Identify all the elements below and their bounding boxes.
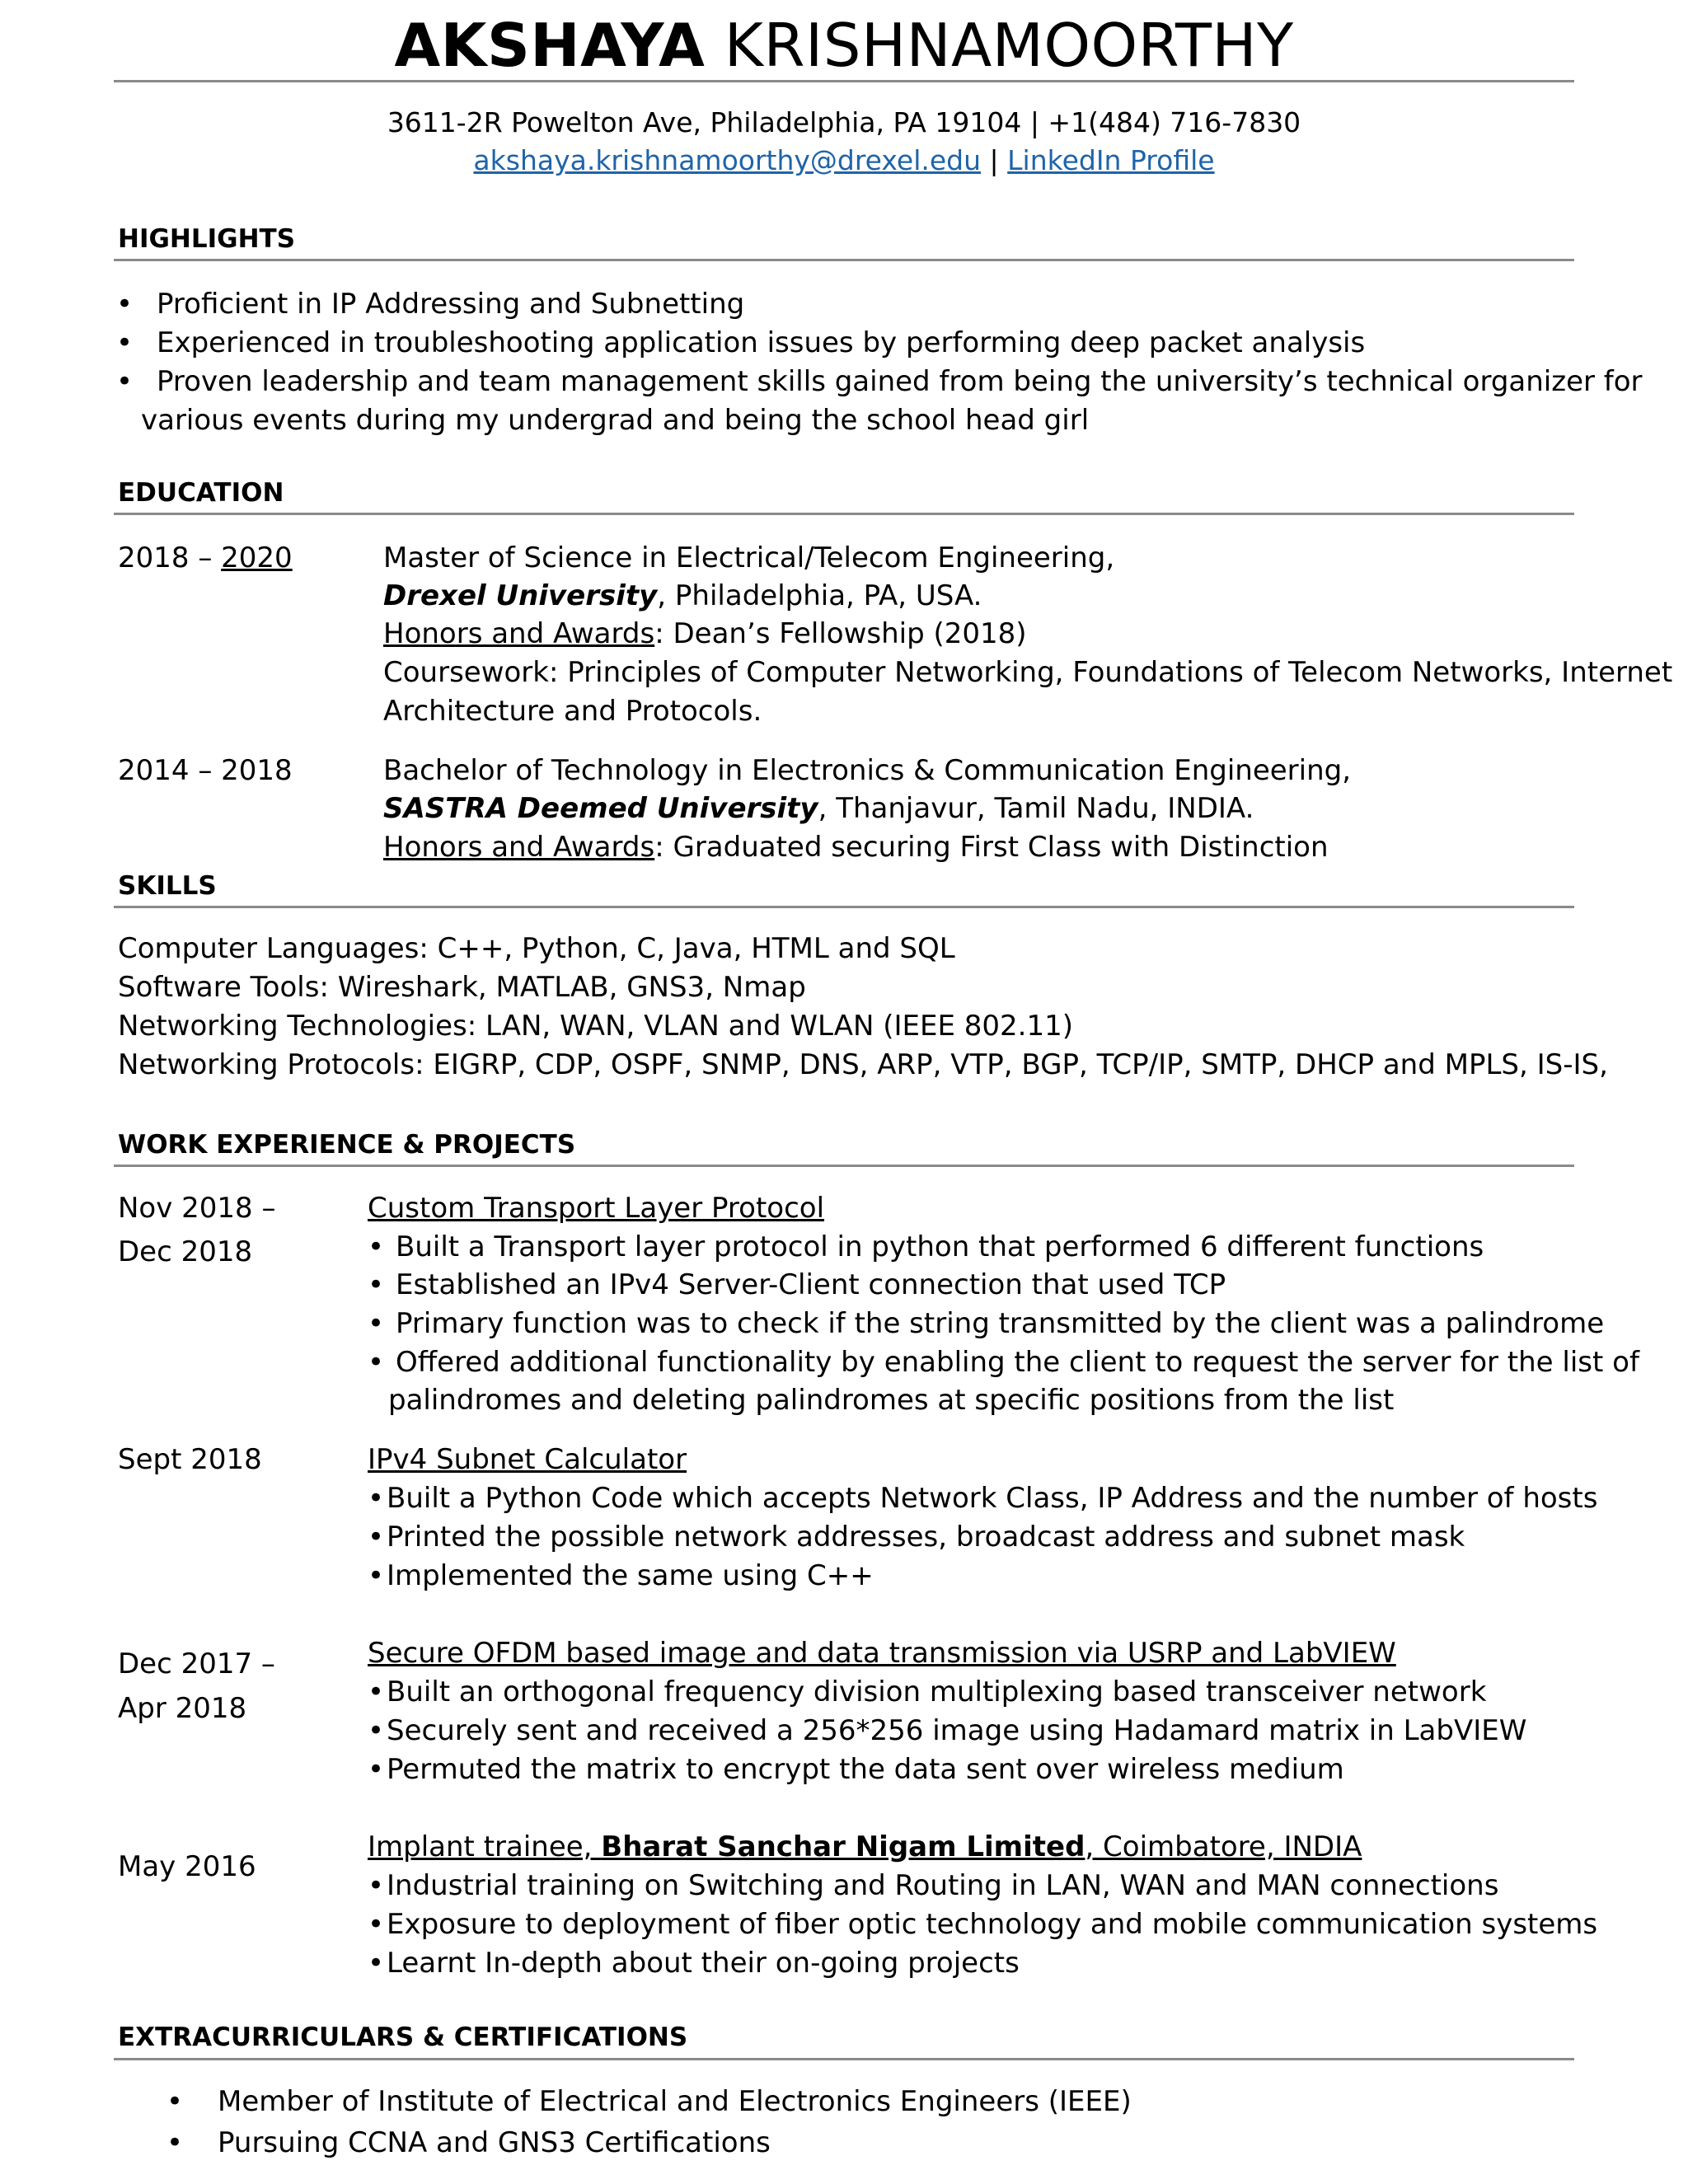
bullet: •: [368, 1307, 385, 1340]
bullet: •: [368, 1675, 385, 1708]
school-line: [383, 577, 982, 615]
bullet: •: [166, 2085, 184, 2118]
bullet: •: [368, 1346, 385, 1379]
project-bullet: Securely sent and received a 256*256 image using Hadamard matrix in LabVIEW: [387, 1714, 1527, 1747]
extracurricular-item: Member of Institute of Electrical and Electronics Engineers (IEEE): [218, 2085, 1132, 2118]
bullet: •: [368, 1482, 385, 1515]
bullet: •: [368, 1753, 385, 1786]
coursework-continuation: Architecture and Protocols.: [383, 695, 762, 728]
project-bullet: Built a Transport layer protocol in python that performed 6 different functions: [396, 1230, 1484, 1263]
date-start: 2018 –: [118, 541, 222, 574]
bullet: •: [116, 326, 134, 359]
project-bullet-continuation: palindromes and deleting palindromes at specific positions from the list: [388, 1384, 1395, 1417]
linkedin-link[interactable]: LinkedIn Profile: [1007, 144, 1215, 176]
honors-text: : Graduated securing First Class with Distinction: [654, 831, 1329, 864]
skills-line: Networking Protocols: EIGRP, CDP, OSPF, SNMP, DNS, ARP, VTP, BGP, TCP/IP, SMTP, DHCP and MPLS, IS-IS,: [118, 1048, 1608, 1081]
project-bullet: Industrial training on Switching and Routing in LAN, WAN and MAN connections: [387, 1869, 1499, 1902]
project-date: May 2016: [118, 1850, 256, 1883]
school-name: Drexel University: [383, 579, 658, 612]
project-bullet: Implemented the same using C++: [387, 1559, 874, 1592]
bullet: •: [116, 365, 134, 398]
project-bullet: Permuted the matrix to encrypt the data sent over wireless medium: [387, 1753, 1344, 1786]
highlight-item: Proven leadership and team management skills gained from being the university’s technical organizer for: [157, 365, 1643, 398]
project-title: Secure OFDM based image and data transmission via USRP and LabVIEW: [368, 1637, 1396, 1670]
extracurriculars-divider: [114, 2058, 1574, 2060]
contact-links: [0, 142, 1688, 180]
bullet: •: [368, 1947, 385, 1980]
school-location: , Philadelphia, PA, USA.: [657, 579, 982, 612]
highlights-divider: [114, 259, 1574, 261]
project-date: Nov 2018 –: [118, 1192, 276, 1225]
candidate-name: [0, 8, 1688, 82]
bullet: •: [166, 2126, 184, 2159]
project-date: Apr 2018: [118, 1692, 247, 1725]
project-bullet: Established an IPv4 Server-Client connection that used TCP: [396, 1268, 1226, 1301]
project-date: Sept 2018: [118, 1443, 262, 1476]
first-name: AKSHAYA: [394, 11, 706, 80]
highlights-title: HIGHLIGHTS: [118, 224, 296, 254]
bullet: •: [368, 1230, 385, 1263]
honors-text: : Dean’s Fellowship (2018): [654, 617, 1027, 650]
project-bullet: Printed the possible network addresses, broadcast address and subnet mask: [387, 1521, 1465, 1554]
work-title: WORK EXPERIENCE & PROJECTS: [118, 1130, 576, 1160]
skills-line: Computer Languages: C++, Python, C, Java, HTML and SQL: [118, 932, 955, 965]
project-title: Custom Transport Layer Protocol: [368, 1192, 825, 1225]
contact-separator: |: [989, 144, 999, 176]
title-suffix: , Coimbatore, INDIA: [1085, 1830, 1362, 1863]
bullet: •: [368, 1714, 385, 1747]
honors-label: Honors and Awards: [383, 617, 655, 650]
last-name: KRISHNAMOORTHY: [724, 11, 1294, 80]
project-title: IPv4 Subnet Calculator: [368, 1443, 687, 1476]
bullet: •: [116, 288, 134, 321]
header-divider: [114, 80, 1574, 82]
date-end: 2020: [221, 541, 293, 574]
school-name: SASTRA Deemed University: [383, 792, 818, 825]
project-title: [368, 1828, 1362, 1866]
address-phone: 3611-2R Powelton Ave, Philadelphia, PA 19104 | +1(484) 716-7830: [387, 106, 1301, 138]
bullet: •: [368, 1869, 385, 1902]
bullet: •: [368, 1908, 385, 1941]
education-date: [118, 539, 293, 577]
project-bullet: Primary function was to check if the string transmitted by the client was a palindrome: [396, 1307, 1605, 1340]
school-location: , Thanjavur, Tamil Nadu, INDIA.: [818, 792, 1254, 825]
education-divider: [114, 513, 1574, 515]
project-bullet: Built an orthogonal frequency division multiplexing based transceiver network: [387, 1675, 1487, 1708]
bullet: •: [368, 1268, 385, 1301]
extracurricular-item: Pursuing CCNA and GNS3 Certifications: [218, 2126, 771, 2159]
project-bullet: Built a Python Code which accepts Network Class, IP Address and the number of hosts: [387, 1482, 1598, 1515]
highlight-item: Experienced in troubleshooting application issues by performing deep packet analysis: [157, 326, 1366, 359]
project-date: Dec 2017 –: [118, 1647, 275, 1680]
company-name: Bharat Sanchar Nigam Limited: [601, 1830, 1085, 1863]
honors-line: [383, 615, 1027, 653]
project-bullet: Offered additional functionality by enabling the client to request the server for the list of: [396, 1346, 1639, 1379]
skills-line: Software Tools: Wireshark, MATLAB, GNS3, Nmap: [118, 971, 806, 1004]
education-title: EDUCATION: [118, 478, 284, 508]
project-bullet: Exposure to deployment of fiber optic technology and mobile communication systems: [387, 1908, 1598, 1941]
degree: Bachelor of Technology in Electronics & Communication Engineering,: [383, 754, 1352, 787]
skills-title: SKILLS: [118, 871, 217, 901]
highlight-item: Proficient in IP Addressing and Subnetting: [157, 288, 745, 321]
bullet: •: [368, 1559, 385, 1592]
skills-line: Networking Technologies: LAN, WAN, VLAN and WLAN (IEEE 802.11): [118, 1010, 1073, 1043]
honors-label: Honors and Awards: [383, 831, 655, 864]
coursework: Coursework: Principles of Computer Networking, Foundations of Telecom Networks, Internet: [383, 656, 1673, 689]
highlight-item-continuation: various events during my undergrad and being the school head girl: [141, 404, 1090, 437]
extracurriculars-title: EXTRACURRICULARS & CERTIFICATIONS: [118, 2022, 688, 2052]
honors-line: [383, 828, 1329, 866]
school-line: [383, 790, 1254, 827]
bullet: •: [368, 1521, 385, 1554]
email-link[interactable]: akshaya.krishnamoorthy@drexel.edu: [473, 144, 982, 176]
title-prefix: Implant trainee,: [368, 1830, 602, 1863]
work-divider: [114, 1165, 1574, 1167]
project-date: Dec 2018: [118, 1235, 253, 1268]
project-bullet: Learnt In-depth about their on-going projects: [387, 1947, 1020, 1980]
degree: Master of Science in Electrical/Telecom Engineering,: [383, 541, 1115, 574]
education-date: 2014 – 2018: [118, 754, 293, 787]
skills-divider: [114, 906, 1574, 908]
